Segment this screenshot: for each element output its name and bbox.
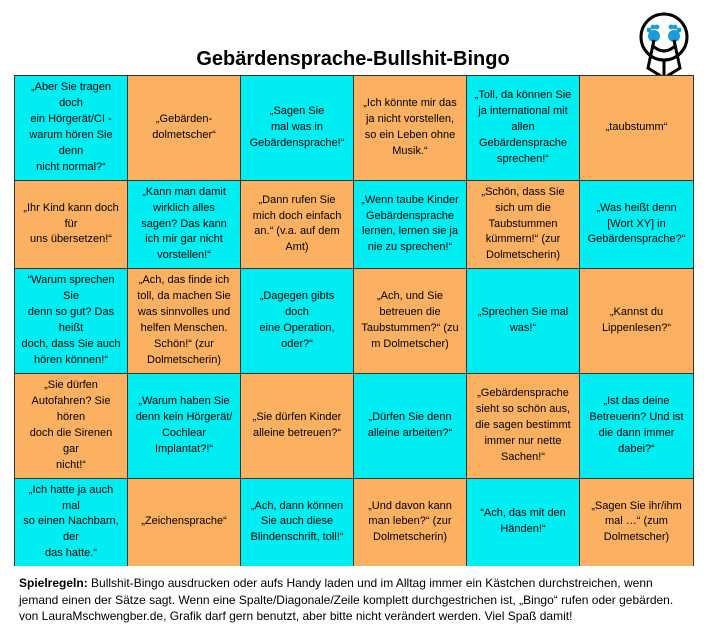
bingo-cell[interactable]: „Ach, und Sie betreuen die Taubstummen?“ (zu m Dolmetscher) <box>354 269 467 374</box>
bingo-cell[interactable]: „Toll, da können Sie ja international mit allen Gebärdensprache sprechen!“ <box>467 76 580 181</box>
bingo-cell[interactable]: „Und davon kann man leben?“ (zur Dolmetscherin) <box>354 479 467 567</box>
rules-text: Bullshit-Bingo ausdrucken oder aufs Handy laden und im Alltag immer ein Kästchen durchstreichen, wenn jemand einen der Sätze sagt. Wenn eine Spalte/Diagonale/Zeile komplett durchgestrichen ist, „Bingo“ rufen oder gebärden. von LauraMschwengber.de, Grafik darf gern benutzt, aber bitte nicht verändert werden. Viel Spaß damit! <box>19 576 674 624</box>
bingo-cell[interactable]: „Aber Sie tragen doch ein Hörgerät/CI - warum hören Sie denn nicht normal?“ <box>15 76 128 181</box>
bingo-cell[interactable]: “Ach, das mit den Händen!“ <box>467 479 580 567</box>
bingo-cell[interactable]: „Dagegen gibts doch eine Operation, oder?“ <box>241 269 354 374</box>
bingo-cell[interactable]: „Sagen Sie ihr/ihm mal …“ (zum Dolmetscher) <box>580 479 693 567</box>
bingo-cell[interactable]: „Ist das deine Betreuerin? Und ist die dann immer dabei?“ <box>580 374 693 479</box>
bingo-cell[interactable]: “Warum sprechen Sie denn so gut? Das heißt doch, dass Sie auch hören können!“ <box>15 269 128 374</box>
rules-label: Spielregeln: <box>19 576 88 590</box>
bingo-cell[interactable]: „Dürfen Sie denn alleine arbeiten?“ <box>354 374 467 479</box>
bingo-cell[interactable]: „Ich könnte mir das ja nicht vorstellen, so ein Leben ohne Musik.“ <box>354 76 467 181</box>
bingo-cell[interactable]: „Kannst du Lippenlesen?“ <box>580 269 693 374</box>
bingo-cell[interactable]: „Sagen Sie mal was in Gebärdensprache!“ <box>241 76 354 181</box>
bingo-grid <box>14 75 694 566</box>
page-title: Gebärdensprache-Bullshit-Bingo <box>196 48 510 70</box>
bingo-cell[interactable]: „Gebärden- dolmetscher“ <box>128 76 241 181</box>
bingo-cell[interactable]: „Sie dürfen Kinder alleine betreuen?“ <box>241 374 354 479</box>
bingo-cell[interactable]: „Kann man damit wirklich alles sagen? Das kann ich mir gar nicht vorstellen!“ <box>128 181 241 270</box>
bingo-cell[interactable]: „Dann rufen Sie mich doch einfach an.“ (v.a. auf dem Amt) <box>241 181 354 270</box>
bingo-cell[interactable]: „taubstumm“ <box>580 76 693 181</box>
bingo-cell[interactable]: „Ich hatte ja auch mal so einen Nachbarn, der das hatte.“ <box>15 479 128 567</box>
bingo-cell[interactable]: „Ihr Kind kann doch für uns übersetzen!“ <box>15 181 128 270</box>
bingo-cell[interactable]: „Wenn taube Kinder Gebärdensprache lernen, lernen sie ja nie zu sprechen!“ <box>354 181 467 270</box>
bingo-cell[interactable]: „Ach, das finde ich toll, da machen Sie was sinnvolles und helfen Menschen. Schön!“ (zur Dolmetscherin) <box>128 269 241 374</box>
bingo-cell[interactable]: „Was heißt denn [Wort XY] in Gebärdensprache?“ <box>580 181 693 270</box>
bingo-cell[interactable]: „Schön, dass Sie sich um die Taubstummen kümmern!“ (zur Dolmetscherin) <box>467 181 580 270</box>
game-rules <box>19 575 691 625</box>
bingo-cell[interactable]: „Ach, dann können Sie auch diese Blindenschrift, toll!“ <box>241 479 354 567</box>
bingo-cell[interactable]: „Sie dürfen Autofahren? Sie hören doch die Sirenen gar nicht!“ <box>15 374 128 479</box>
bingo-cell[interactable]: „Zeichensprache“ <box>128 479 241 567</box>
bingo-cell[interactable]: „Gebärdensprache sieht so schön aus, die sagen bestimmt immer nur nette Sachen!“ <box>467 374 580 479</box>
bingo-cell[interactable]: „Warum haben Sie denn kein Hörgerät/ Cochlear Implantat?!“ <box>128 374 241 479</box>
bingo-cell[interactable]: „Sprechen Sie mal was!“ <box>467 269 580 374</box>
